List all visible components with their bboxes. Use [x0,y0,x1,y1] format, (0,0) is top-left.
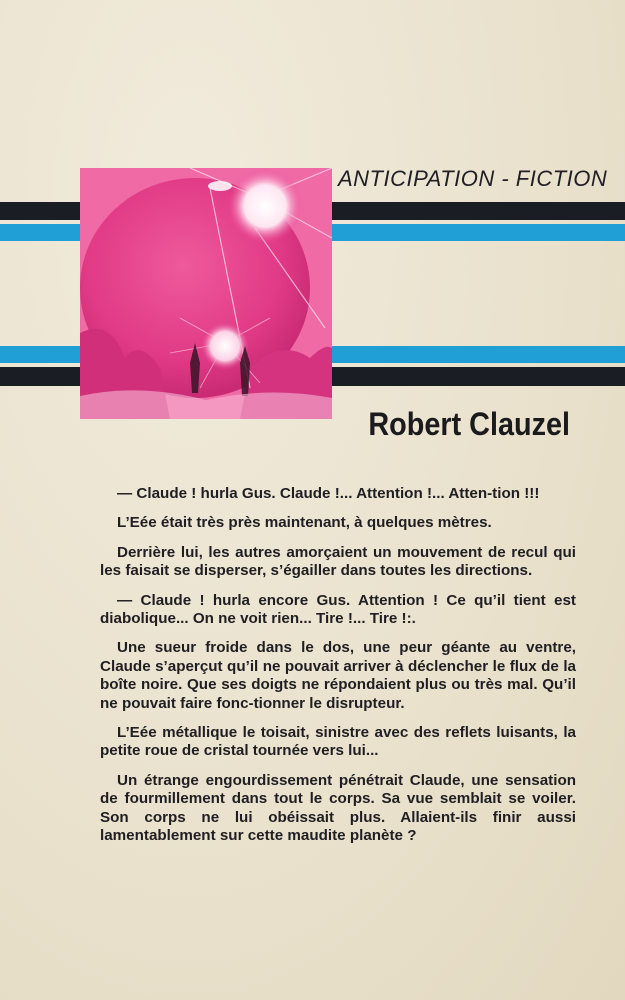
blurb-paragraph-4: — Claude ! hurla encore Gus. Attention ! Ce qu’il tient est diabolique... On ne voit rien... Tire !... Tire !:. [100,591,576,628]
cover-illustration [80,168,332,419]
series-label: ANTICIPATION - FICTION [338,166,608,191]
blurb-paragraph-3: Derrière lui, les autres amorçaient un mouvement de recul qui les faisait se disperser, s’égailler dans toutes les directions. [100,543,576,580]
space-scene-image [80,168,332,419]
blurb-paragraph-6: L’Eée métallique le toisait, sinistre avec des reflets luisants, la petite roue de cristal tournée vers lui... [100,724,576,760]
blurb-paragraph-7: Un étrange engourdissement pénétrait Claude, une sensation de fourmillement dans tout le corps. Sa vue semblait se voiler. Son corps ne lui obéissait plus. Allaient-ils finir aussi lamentablement sur cette maudite planète ? [100,771,576,845]
blurb-paragraph-2: L’Eée était très près maintenant, à quelques mètres. [117,514,492,532]
blurb-text [100,485,576,857]
blurb-paragraph-1: — Claude ! hurla Gus. Claude !... Attention !... Atten-tion !!! [117,485,540,502]
blurb-paragraph-5: Une sueur froide dans le dos, une peur géante au ventre, Claude s’aperçut qu’il ne pouvait arriver à déclencher le flux de la boîte noire. Que ses doigts ne répondaient plus ou très mal. Qu’il ne pouvait faire fonc-tionner le disrupteur. [100,639,576,712]
author-name: Robert Clauzel [368,406,570,442]
